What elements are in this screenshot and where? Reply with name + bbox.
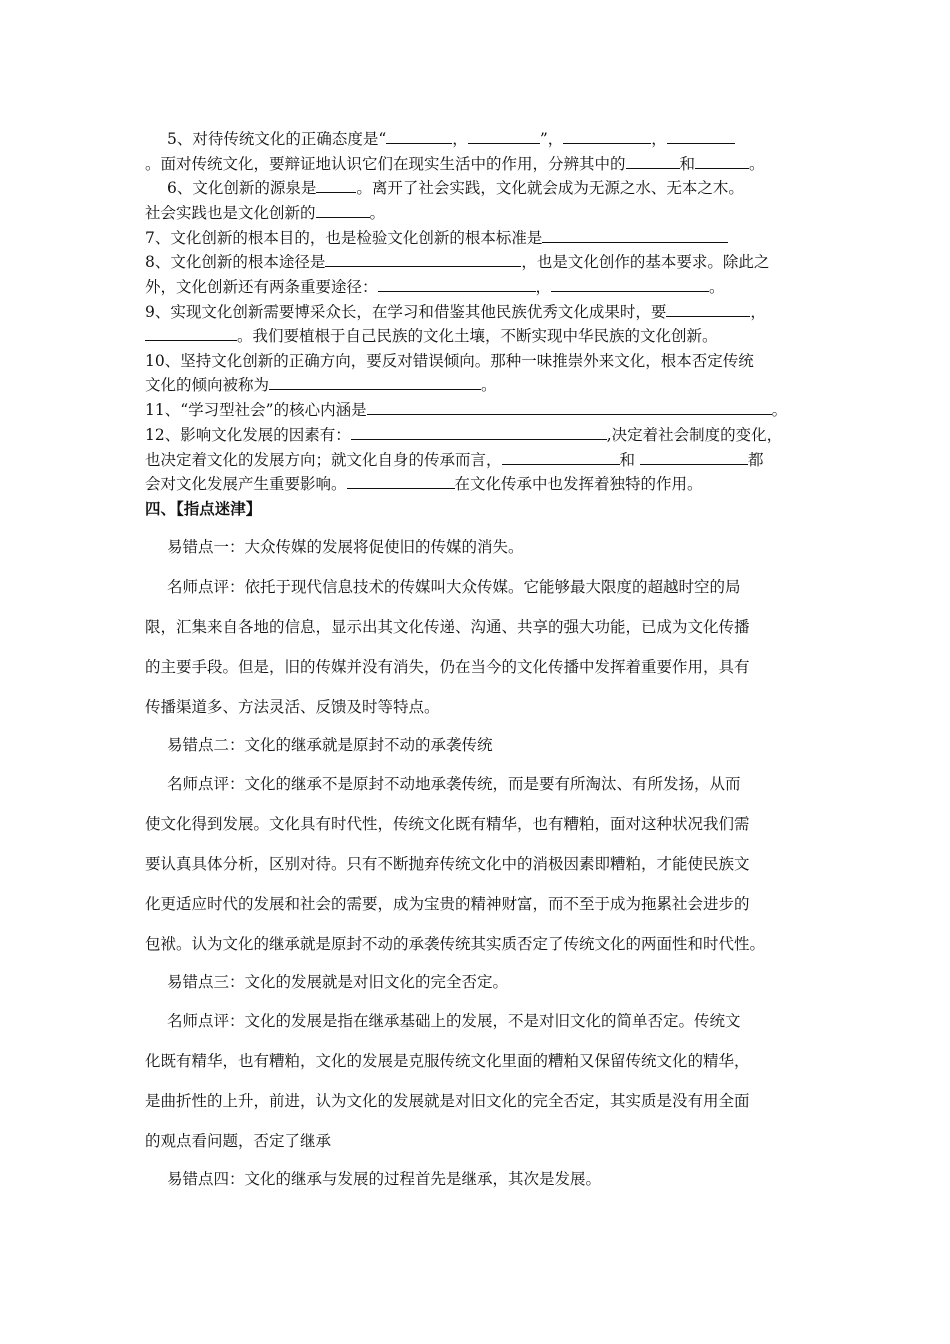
- tip-2-comment-line: 名师点评：文化的继承不是原封不动地承袭传统，而是要有所淘汰、有所发扬，从而: [167, 775, 741, 793]
- tip-2-comment-line: 包袱。认为文化的继承就是原封不动的承袭传统其实质否定了传统文化的两面性和时代性。: [145, 935, 766, 953]
- blank[interactable]: [378, 276, 536, 292]
- question-8-line-2: 外，文化创新还有两条重要途径： ， 。: [145, 278, 725, 296]
- blank[interactable]: [551, 276, 709, 292]
- blank[interactable]: [666, 301, 750, 317]
- blank[interactable]: [468, 128, 540, 144]
- blank[interactable]: [563, 128, 651, 144]
- blank[interactable]: [386, 128, 452, 144]
- section-heading: 四、【指点迷津】: [145, 499, 262, 518]
- blank[interactable]: [640, 449, 748, 465]
- tip-3-comment-line: 是曲折性的上升，前进，认为文化的发展就是对旧文化的完全否定，其实质是没有用全面: [145, 1092, 750, 1110]
- blank[interactable]: [502, 449, 620, 465]
- question-5-line-2: 。面对传统文化，要辩证地认识它们在现实生活中的作用，分辨其中的 和 。: [145, 155, 765, 173]
- question-8-line-1: 8、文化创新的根本途径是 ，也是文化创作的基本要求。除此之: [145, 253, 770, 271]
- tip-2-comment-line: 使文化得到发展。文化具有时代性，传统文化既有精华，也有糟粕，面对这种状况我们需: [145, 815, 750, 833]
- question-6-line-2: 社会实践也是文化创新的 。: [145, 204, 386, 222]
- question-7: 7、文化创新的根本目的，也是检验文化创新的根本标准是: [145, 227, 728, 249]
- blank[interactable]: [316, 177, 356, 193]
- tip-1-comment-line: 限，汇集来自各地的信息，显示出其文化传递、沟通、共享的强大功能，已成为文化传播: [145, 618, 750, 636]
- question-5-line-1: 5、对待传统文化的正确态度是“ ， ”， ，: [167, 128, 735, 150]
- tip-2-point: 易错点二：文化的继承就是原封不动的承袭传统: [167, 736, 493, 754]
- tip-3-comment-line: 的观点看问题，否定了继承: [145, 1132, 332, 1150]
- tip-2-comment-line: 化更适应时代的发展和社会的需要，成为宝贵的精神财富，而不至于成为拖累社会进步的: [145, 895, 750, 913]
- question-9-line-1: 9、实现文化创新需要博采众长，在学习和借鉴其他民族优秀文化成果时，要 ，: [145, 303, 766, 321]
- tip-1-comment-line: 的主要手段。但是，旧的传媒并没有消失，仍在当今的文化传播中发挥着重要作用，具有: [145, 658, 750, 676]
- tip-1-point: 易错点一：大众传媒的发展将促使旧的传媒的消失。: [167, 538, 524, 556]
- blank[interactable]: [542, 227, 728, 243]
- question-10-line-1: 10、坚持文化创新的正确方向，要反对错误倾向。那种一味推崇外来文化，根本否定传统: [145, 352, 754, 370]
- question-10-line-2: 文化的倾向被称为 。: [145, 376, 497, 394]
- tip-4-point: 易错点四：文化的继承与发展的过程首先是继承，其次是发展。: [167, 1170, 602, 1188]
- blank[interactable]: [145, 325, 237, 341]
- tip-1-comment-line: 名师点评：依托于现代信息技术的传媒叫大众传媒。它能够最大限度的超越时空的局: [167, 578, 741, 596]
- tip-3-comment-line: 名师点评：文化的发展是指在继承基础上的发展，不是对旧文化的简单否定。传统文: [167, 1012, 741, 1030]
- blank[interactable]: [667, 128, 735, 144]
- question-12-line-1: 12、影响文化发展的因素有： ,决定着社会制度的变化，: [145, 426, 783, 444]
- blank[interactable]: [347, 473, 455, 489]
- blank[interactable]: [269, 374, 481, 390]
- tip-1-comment-line: 传播渠道多、方法灵活、反馈及时等特点。: [145, 698, 440, 716]
- blank[interactable]: [351, 424, 607, 440]
- blank[interactable]: [325, 251, 521, 267]
- question-12-line-3: 会对文化发展产生重要影响。 在文化传承中也发挥着独特的作用。: [145, 475, 703, 493]
- blank[interactable]: [316, 202, 370, 218]
- blank[interactable]: [626, 153, 680, 169]
- question-11: 11、“学习型社会”的核心内涵是 。: [145, 401, 788, 419]
- blank[interactable]: [367, 399, 772, 415]
- question-9-line-2: 。我们要植根于自己民族的文化土壤，不断实现中华民族的文化创新。: [145, 325, 718, 347]
- tip-3-point: 易错点三：文化的发展就是对旧文化的完全否定。: [167, 973, 509, 991]
- tip-3-comment-line: 化既有精华，也有糟粕，文化的发展是克服传统文化里面的糟粕又保留传统文化的精华，: [145, 1052, 750, 1070]
- question-12-line-2: 也决定着文化的发展方向；就文化自身的传承而言， 和 都: [145, 451, 764, 469]
- question-6-line-1: 6、文化创新的源泉是 。离开了社会实践，文化就会成为无源之水、无本之木。: [167, 179, 744, 197]
- tip-2-comment-line: 要认真具体分析，区别对待。只有不断抛弃传统文化中的消极因素即糟粕，才能使民族文: [145, 855, 750, 873]
- blank[interactable]: [695, 153, 749, 169]
